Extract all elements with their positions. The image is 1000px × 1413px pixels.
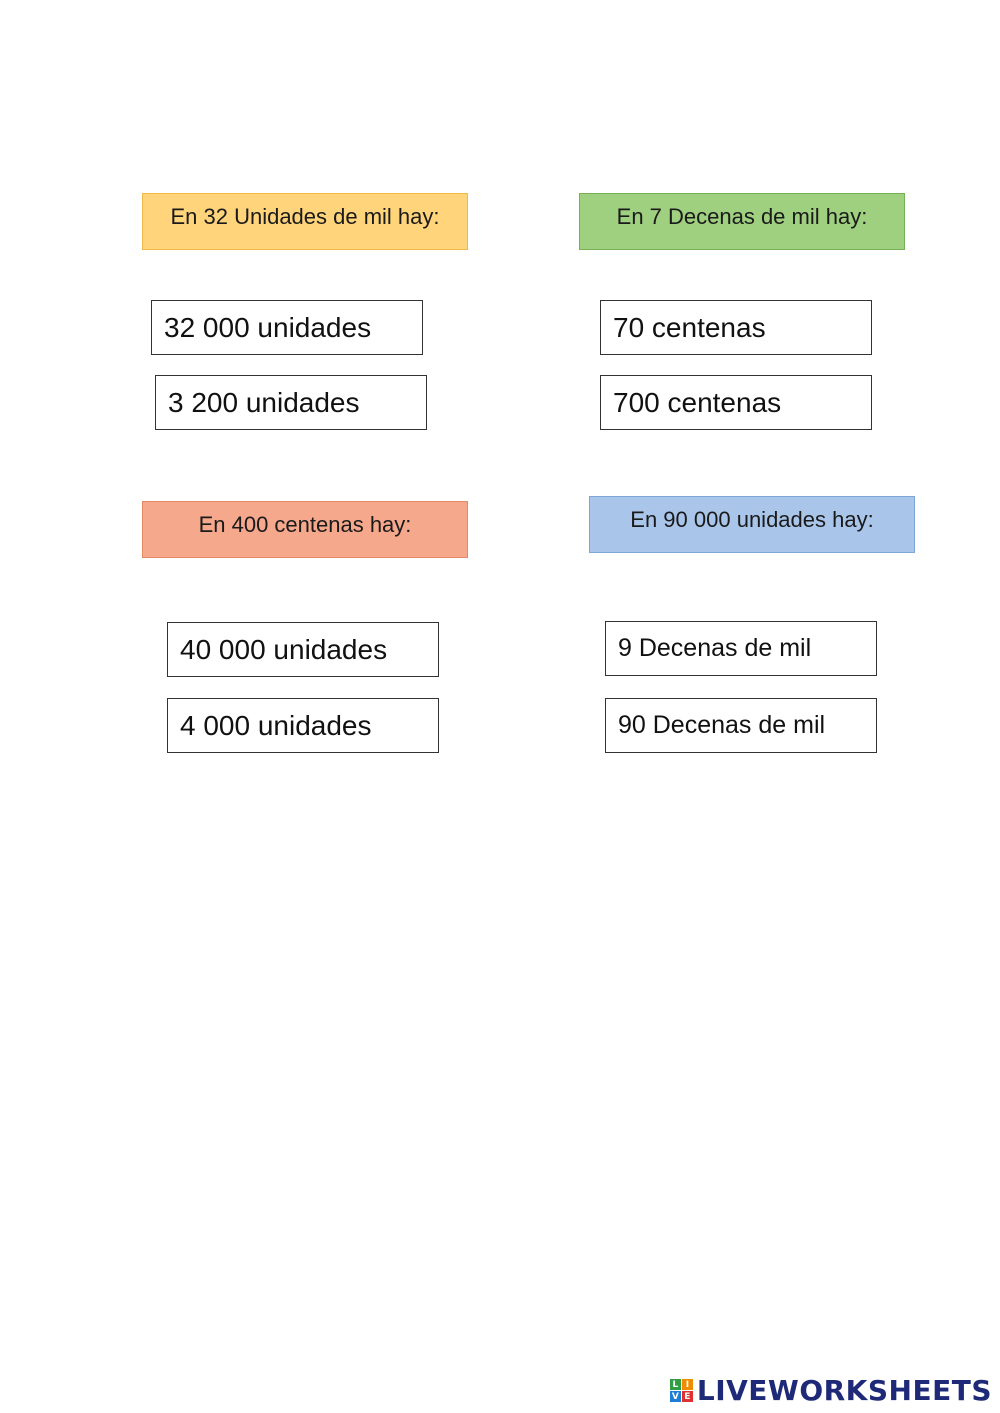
answer-option-label: 32 000 unidades [164, 311, 372, 343]
answer-option[interactable] [600, 300, 872, 355]
answer-option-label: 3 200 unidades [168, 386, 360, 418]
logo-letter: I [682, 1379, 693, 1390]
answer-option[interactable] [167, 698, 439, 753]
question-header-label: En 32 Unidades de mil hay: [170, 203, 440, 229]
logo-letter: E [682, 1391, 693, 1402]
logo-letter: V [670, 1391, 681, 1402]
answer-option-label: 90 Decenas de mil [618, 711, 826, 739]
answer-option-label: 70 centenas [613, 311, 766, 343]
answer-option[interactable] [605, 621, 877, 676]
brand-name: LIVEWORKSHEETS [696, 1374, 992, 1407]
question-header-400-centenas [142, 501, 468, 558]
question-header-label: En 400 centenas hay: [198, 511, 412, 537]
liveworksheets-logo-icon [670, 1379, 693, 1402]
question-header-7-decenas-de-mil [579, 193, 905, 250]
question-header-label: En 90 000 unidades hay: [630, 506, 874, 532]
answer-option-label: 40 000 unidades [180, 633, 388, 665]
answer-option[interactable] [155, 375, 427, 430]
logo-letter: L [670, 1379, 681, 1390]
answer-option-label: 700 centenas [613, 386, 782, 418]
question-header-90000-unidades [589, 496, 915, 553]
answer-option-label: 4 000 unidades [180, 709, 372, 741]
answer-option[interactable] [167, 622, 439, 677]
liveworksheets-branding [670, 1374, 992, 1407]
answer-option[interactable] [600, 375, 872, 430]
answer-option[interactable] [605, 698, 877, 753]
question-header-32-unidades-de-mil [142, 193, 468, 250]
answer-option-label: 9 Decenas de mil [618, 634, 812, 662]
question-header-label: En 7 Decenas de mil hay: [616, 203, 868, 229]
answer-option[interactable] [151, 300, 423, 355]
